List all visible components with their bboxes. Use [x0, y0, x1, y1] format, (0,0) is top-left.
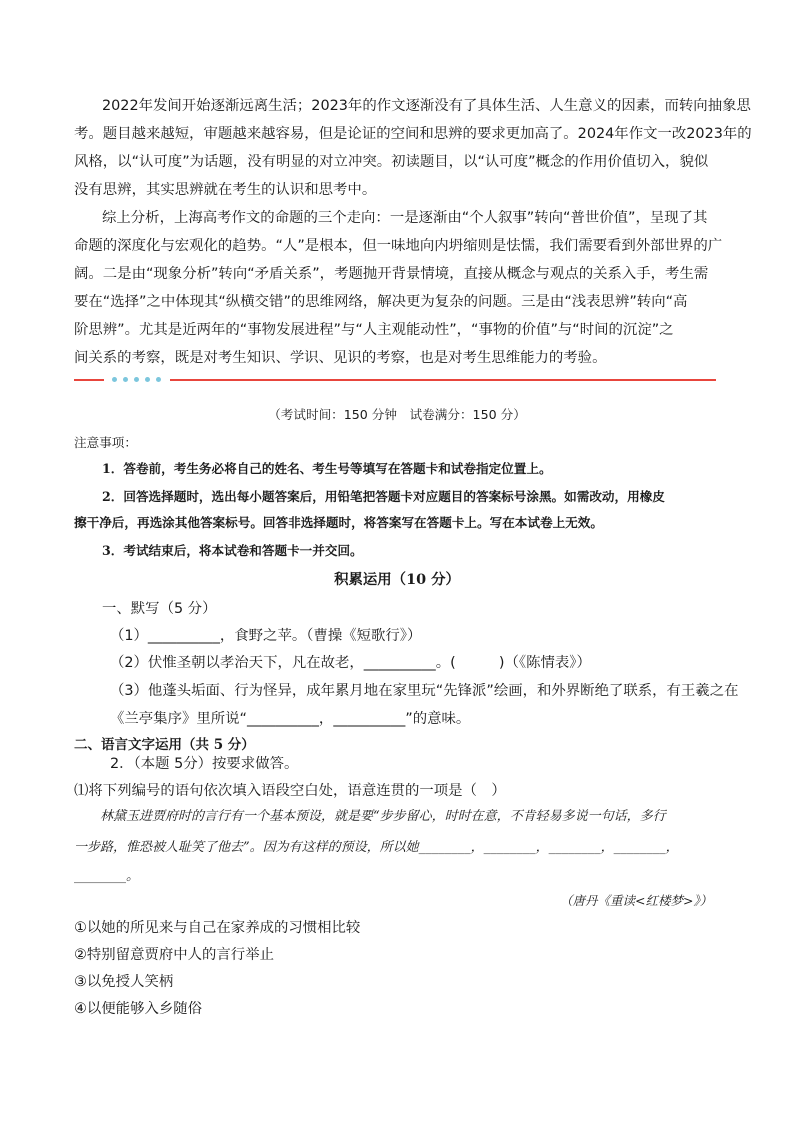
note-item: 擦干净后，再选涂其他答案标号。回答非选择题时，将答案写在答题卡上。写在本试卷上无效。 [74, 515, 603, 530]
note-item: 2．回答选择题时，选出每小题答案后，用铅笔把答题卡对应题目的答案标号涂黑。如需改动，用橡皮 [102, 489, 665, 504]
divider-dot [123, 377, 128, 382]
text-line: 风格，以“认可度”为话题，没有明显的对立冲突。初读题目，以“认可度”概念的作用价值切入，貌似 [74, 154, 709, 170]
option-item: ④以便能够入乡随俗 [74, 1001, 203, 1017]
fill-blank-item: （3）他蓬头垢面、行为怪异，成年累月地在家里玩“先锋派”绘画，和外界断绝了联系，有王羲之在 [110, 683, 739, 699]
note-item: 3．考试结束后，将本试卷和答题卡一并交回。 [102, 543, 363, 558]
sub-question: ⑴将下列编号的语句依次填入语段空白处，语意连贯的一项是（ ） [74, 783, 506, 799]
text-line: 阶思辨”。尤其是近两年的“事物发展进程”与“人主观能动性”，“事物的价值”与“时间的沉淀”之 [74, 322, 674, 338]
option-item: ①以她的所见来与自己在家养成的习惯相比较 [74, 920, 361, 936]
fill-blank-item: 《兰亭集序》里所说“__________，__________”的意味。 [110, 711, 471, 727]
notes-title: 注意事项： [74, 435, 137, 450]
section-title: 积累运用（10 分） [334, 571, 460, 588]
note-item: 1．答卷前，考生务必将自己的姓名、考生号等填写在答题卡和试卷指定位置上。 [102, 461, 552, 476]
quote-source: （唐丹《重读<红楼梦>》） [560, 893, 713, 908]
divider-line-right [170, 379, 716, 381]
text-line: 命题的深度化与宏观化的趋势。“人”是根本，但一味地向内坍缩则是怯懦，我们需要看到外部世界的广 [74, 238, 723, 254]
quote-line: 林黛玉进贾府时的言行有一个基本预设，就是要“步步留心，时时在意，不肯轻易多说一句话，多行 [100, 809, 666, 824]
text-line: 考。题目越来越短，审题越来越容易，但是论证的空间和思辨的要求更加高了。2024年作文一改2023年的 [74, 126, 752, 142]
question-title: 一、默写（5 分） [102, 601, 217, 617]
option-item: ③以免授人笑柄 [74, 974, 174, 990]
text-line: 没有思辨，其实思辨就在考生的认识和思考中。 [74, 182, 377, 198]
divider-dots [112, 376, 161, 384]
option-item: ②特别留意贾府中人的言行举止 [74, 947, 274, 963]
section-title: 二、语言文字运用（共 5 分） [74, 737, 255, 753]
text-line: 综上分析，上海高考作文的命题的三个走向：一是逐渐由“个人叙事”转向“普世价值”，呈现了其 [102, 210, 708, 226]
divider-dot [145, 377, 150, 382]
section-divider [74, 373, 716, 387]
exam-info: （考试时间：150 分钟 试卷满分：150 分） [268, 407, 526, 422]
fill-blank-item: （1）__________，食野之苹。（曹操《短歌行》） [110, 628, 422, 644]
divider-dot [156, 377, 161, 382]
fill-blank-item: （2）伏惟圣朝以孝治天下，凡在故老，__________。( )（《陈情表》） [110, 655, 591, 671]
text-line: 要在“选择”之中体现其“纵横交错”的思维网络，解决更为复杂的问题。三是由“浅表思辨”转向“高 [74, 294, 688, 310]
divider-line-left [74, 379, 104, 381]
quote-line: 一步路，惟恐被人耻笑了他去”。因为有这样的预设，所以她________，________，________，________， [74, 840, 679, 855]
divider-dot [134, 377, 139, 382]
text-line: 阔。二是由“现象分析”转向“矛盾关系”，考题抛开背景情境，直接从概念与观点的关系入手，考生需 [74, 266, 709, 282]
quote-line: ________。 [74, 869, 140, 884]
question-title: 2．（本题 5分）按要求做答。 [110, 756, 299, 772]
text-line: 2022年发间开始逐渐远离生活；2023年的作文逐渐没有了具体生活、人生意义的因素，而转向抽象思 [102, 98, 751, 114]
divider-dot [112, 377, 117, 382]
text-line: 间关系的考察，既是对考生知识、学识、见识的考察，也是对考生思维能力的考验。 [74, 350, 607, 366]
